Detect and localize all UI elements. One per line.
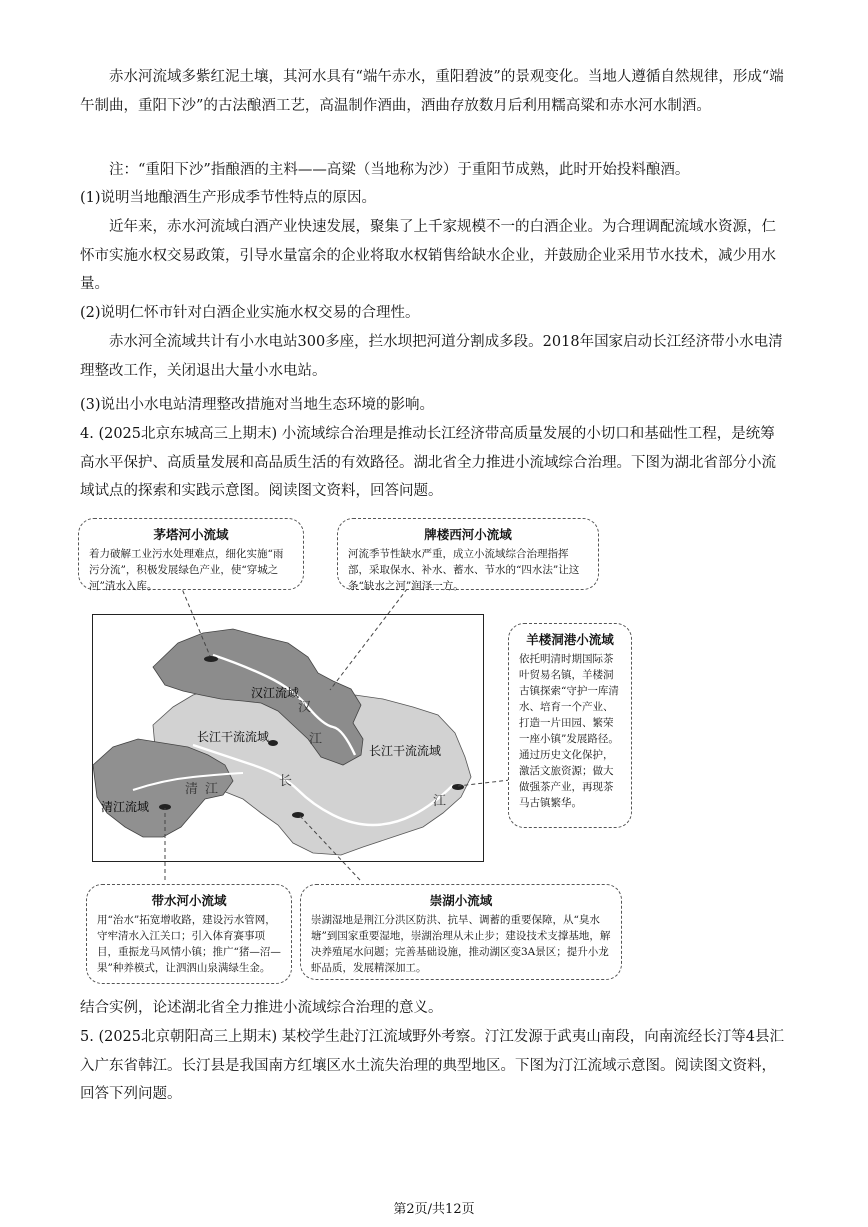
callout-yanglou-harbor [508,623,632,828]
callout-pailou-title: 牌楼西河小流域 [424,527,512,542]
river-label-qing: 清 [185,782,199,797]
callout-yanglou-text: 依托明清时期国际茶叶贸易名镇，羊楼洞古镇探索“守护一库清水、培育一个产业、打造一片田园、繁荣一座小镇”发展路径。通过历史文化保护，激活文旅资源；做大做强茶产业，再现茶马古镇繁华。 [519,653,619,809]
page-footer: 第2页/共12页 [393,1202,475,1217]
question-5-stem: 5. (2025北京朝阳高三上期末) 某校学生赴汀江流域野外考察。汀江发源于武夷山南段，向南流经长汀等4县汇入广东省韩江。长汀县是我国南方红壤区水土流失治理的典型地区。下图为汀江流域示意图。阅读图文资料，回答下列问题。 [80,1029,784,1102]
callout-maota-text: 着力破解工业污水处理难点，细化实施“雨污分流”，积极发展绿色产业，使“穿城之河”清水入库。 [89,548,284,592]
callout-maota-title: 茅塔河小流域 [153,527,229,542]
paragraph-water-rights: 近年来，赤水河流域白酒产业快速发展，聚集了上千家规模不一的白酒企业。为合理调配流域水资源，仁怀市实施水权交易政策，引导水量富余的企业将取水权销售给缺水企业，并鼓励企业采用节水技术，减少用水量。 [80,219,776,292]
callout-chonghu-text: 崇湖湿地是荆江分洪区防洪、抗旱、调蓄的重要保障，从“臭水塘”到国家重要湿地，崇湖治理从未止步；建设技术支撑基地，解决养殖尾水问题；完善基础设施，推动湖区变3A景区；提升小龙虾品质，发展精深加工。 [311,914,611,974]
question-4-stem: 4. (2025北京东城高三上期末) 小流域综合治理是推动长江经济带高质量发展的小切口和基础性工程，是统筹高水平保护、高质量发展和高品质生活的有效路径。湖北省全力推进小流域综合治理。下图为湖北省部分小流域试点的探索和实践示意图。阅读图文资料，回答问题。 [80,426,776,499]
callout-chonghu-title: 崇湖小流域 [429,893,493,908]
river-label-chang: 长 [279,774,293,789]
river-label-jiang-2: 江 [205,782,219,797]
label-qingjiang-basin: 清江流域 [101,800,150,814]
label-hanjiang-basin: 汉江流域 [251,686,300,700]
callout-chonghu-lake [300,884,622,980]
paragraph-chishui-intro: 赤水河流域多紫红泥土壤，其河水具有“端午赤水，重阳碧波”的景观变化。当地人遵循自然规律，形成“端午制曲，重阳下沙”的古法酿酒工艺，高温制作酒曲，酒曲存放数月后利用糯高粱和赤水河水制酒。 [80,69,784,114]
callout-pailou-text: 河流季节性缺水严重，成立小流域综合治理指挥部，采取保水、补水、蓄水、节水的“四水法”让这条“缺水之河”润泽一方。 [348,548,580,592]
paragraph-note: 注：“重阳下沙”指酿酒的主料——高粱（当地称为沙）于重阳节成熟，此时开始投料酿酒。 [109,162,690,178]
river-label-jiang-3: 江 [433,794,447,809]
callout-yanglou-title: 羊楼洞港小流域 [526,632,614,647]
callout-daishui-river [86,884,292,984]
question-2: (2)说明仁怀市针对白酒企业实施水权交易的合理性。 [80,305,420,321]
callout-maota-river [78,518,304,590]
question-3: (3)说出小水电站清理整改措施对当地生态环境的影响。 [80,397,435,413]
callout-daishui-text: 用“治水”拓宽增收路，建设污水管网，守牢清水入江关口；引入体育赛事项目，重振龙马风情小镇；推广“猪—沼—果”种养模式，让泗泗山泉满绿生金。 [97,914,281,974]
question-1: (1)说明当地酿酒生产形成季节性特点的原因。 [80,190,377,206]
question-4-ask: 结合实例，论述湖北省全力推进小流域综合治理的意义。 [80,1000,443,1016]
river-label-jiang-1: 江 [309,732,323,747]
callout-pailou-west-river [337,518,599,590]
label-changjiang-basin-right: 长江干流流域 [369,744,442,758]
paragraph-hydropower: 赤水河全流域共计有小水电站300多座，拦水坝把河道分割成多段。2018年国家启动长江经济带小水电清理整改工作，关闭退出大量小水电站。 [80,334,783,379]
river-label-han: 汉 [298,700,312,715]
callout-daishui-title: 带水河小流域 [151,893,227,908]
label-changjiang-basin-left: 长江干流流域 [197,730,270,744]
